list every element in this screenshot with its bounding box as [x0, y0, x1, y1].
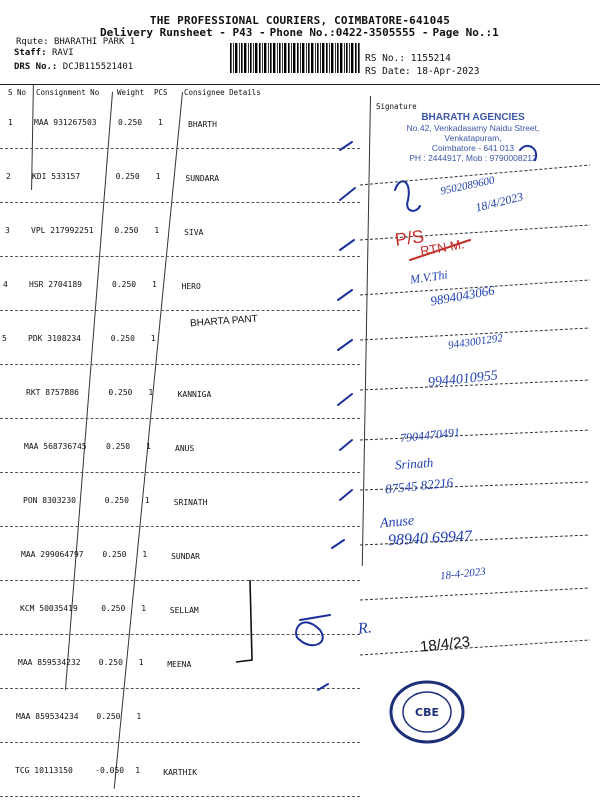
handwriting-phone: 7904470491	[399, 424, 461, 446]
handwriting-name: Srinath	[394, 454, 434, 473]
drs-label: DRS No.:	[14, 62, 58, 72]
pcs-cell: 1	[142, 550, 148, 559]
handwriting-phone: 9944010955	[427, 368, 499, 391]
weight-cell: 0.250	[98, 658, 123, 667]
sno-cell: 3	[5, 226, 10, 235]
weight-cell: 0.250	[101, 604, 126, 613]
handwriting-phone: 98940 69947	[387, 527, 473, 550]
weight-cell: 0.250	[106, 442, 131, 451]
stamp-name: BHARATH AGENCIES	[421, 112, 525, 123]
consignee-cell: SUNDARA	[185, 174, 220, 183]
consignment-cell: MAA 859534232	[18, 658, 81, 667]
consignee-cell: SUNDAR	[171, 552, 200, 561]
pcs-cell: 1	[146, 442, 151, 451]
consignee-cell: SRINATH	[173, 498, 208, 507]
rs-date-label: RS Date:	[365, 66, 411, 77]
consignment-cell: MAA 568736745	[24, 442, 87, 451]
pcs-cell: 1	[158, 118, 163, 127]
handwriting-name: Anuse	[379, 513, 415, 532]
weight-cell: 0.250	[110, 334, 135, 343]
consignee-cell: KARTHIK	[163, 768, 198, 777]
weight-cell: 0.250	[114, 226, 139, 235]
handwriting-phone: 87545 82216	[384, 474, 454, 497]
consignment-cell: MAA 299064797	[21, 550, 84, 559]
consignment-cell: PDK 3108234	[28, 334, 81, 343]
pcs-cell: 1	[152, 280, 157, 289]
pcs-cell: 1	[136, 712, 142, 721]
weight-cell: 0.250	[102, 550, 127, 559]
weight-cell: 0.250	[118, 118, 143, 127]
stamp-address-2: Venkatapuram,	[444, 133, 502, 143]
runsheet-label: Delivery Runsheet - P43 -	[100, 26, 266, 39]
consignment-cell: PON 8303230	[23, 496, 76, 505]
weight-cell: 0.250	[112, 280, 137, 289]
consignment-cell: KDI 533157	[32, 172, 81, 181]
weight-cell: 0.250	[104, 496, 129, 505]
staff-value: RAVI	[51, 48, 74, 58]
rs-date-value: 18-Apr-2023	[416, 66, 480, 77]
pcs-cell: 1	[138, 658, 144, 667]
col-consignee: Consignee Details	[184, 88, 261, 97]
consignment-cell: MAA 859534234	[16, 712, 79, 721]
handwriting-phone: 9443001292	[447, 332, 504, 352]
pcs-cell: 1	[141, 604, 147, 613]
staff-label: Staff:	[14, 48, 47, 58]
drs-value: DCJB115521401	[62, 62, 134, 72]
stamp-address-3: Coimbatore - 641 013	[431, 143, 515, 153]
phone-label: Phone No.:0422-3505555 -	[269, 26, 429, 39]
handwriting-consignee: BHARTA PANT	[189, 313, 259, 330]
pcs-cell: 1	[155, 172, 161, 181]
consignment-cell: KCM 50035419	[20, 604, 78, 613]
page-number: Page No.:1	[432, 26, 499, 39]
handwriting-initial: R.	[357, 619, 373, 638]
consignee-cell: KANNIGA	[177, 390, 212, 399]
handwriting-date: 18/4/2023	[473, 189, 525, 215]
handwriting-phone: 9894043066	[429, 282, 496, 309]
handwriting-name: M.V.Thi	[409, 267, 449, 287]
consignment-cell: TCG 10113150	[15, 766, 73, 775]
sno-cell: 4	[3, 280, 8, 289]
consignee-cell: ANUS	[175, 444, 195, 453]
consignment-cell: RKT 8757886	[26, 388, 79, 397]
consignment-cell: HSR 2704189	[29, 280, 82, 289]
pcs-cell: 1	[135, 766, 141, 775]
consignee-cell: HERO	[181, 282, 201, 291]
company-title: THE PROFESSIONAL COURIERS, COIMBATORE-641045	[149, 14, 451, 27]
precision-seal	[388, 680, 466, 744]
handwriting-date: 18/4/23	[419, 633, 471, 656]
weight-cell: 0.250	[115, 172, 140, 181]
pcs-cell: 1	[148, 388, 154, 397]
handwriting-date: 18-4-2023	[439, 565, 487, 583]
col-weight: Weight	[117, 88, 145, 97]
seal-text: CBE	[415, 706, 439, 719]
consignee-cell: SELLAM	[169, 606, 199, 615]
consignee-cell: SIVA	[184, 228, 204, 237]
pcs-cell: 1	[144, 496, 150, 505]
rs-no-value: 1155214	[410, 53, 451, 64]
weight-cell: -0.050	[95, 766, 125, 775]
pcs-cell: 1	[154, 226, 160, 235]
col-signature: Signature	[376, 102, 417, 111]
col-consignment: Consignment No	[36, 88, 100, 97]
consignment-cell: VPL 217992251	[31, 226, 94, 235]
stamp-address-1: No.42, Venkadasamy Naidu Street,	[406, 123, 540, 133]
consignee-cell: BHARTH	[188, 120, 217, 129]
handwriting-red-ps: P/S	[393, 226, 426, 250]
col-pcs: PCS	[154, 88, 168, 97]
pcs-cell: 1	[150, 334, 156, 343]
rs-no-label: RS No.:	[365, 53, 406, 64]
route-value: BHARATHI PARK 1	[53, 37, 136, 47]
stamp-phone: PH : 2444917, Mob : 9790008212	[409, 153, 537, 163]
handwriting-red-rtn: RTN M.	[419, 236, 466, 259]
weight-cell: 0.250	[108, 388, 133, 397]
sno-cell: 5	[2, 334, 7, 343]
consignee-cell: MEENA	[167, 660, 192, 669]
sno-cell: 1	[8, 118, 13, 127]
route-label: Rqute:	[16, 37, 49, 47]
weight-cell: 0.250	[96, 712, 121, 721]
handwriting-phone: 9502089600	[439, 174, 496, 198]
sno-cell: 2	[6, 172, 11, 181]
consignment-cell: MAA 931267503	[34, 118, 97, 127]
col-sno: S No	[8, 88, 27, 97]
